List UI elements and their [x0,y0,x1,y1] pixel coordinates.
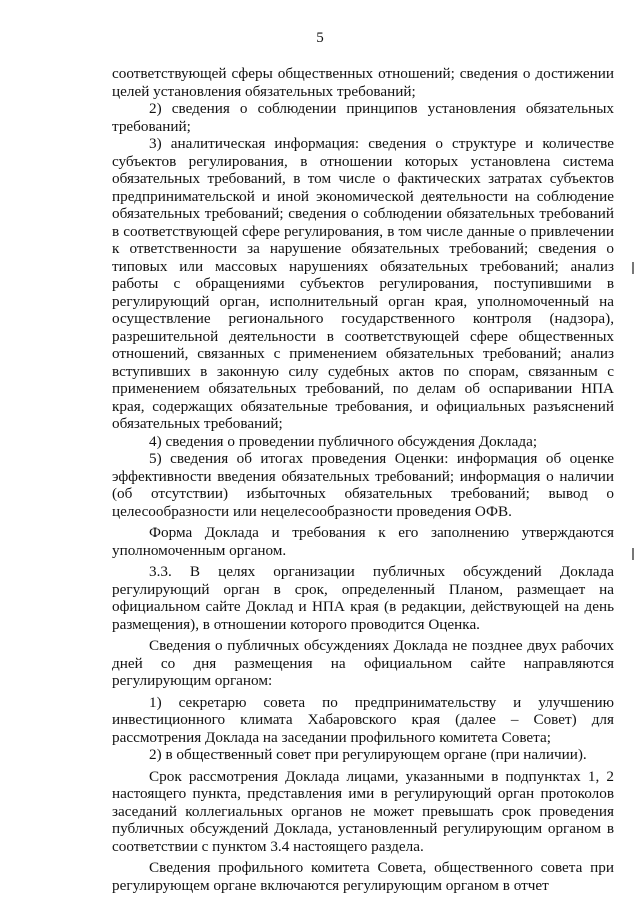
paragraph: 4) сведения о проведении публичного обсуждения Доклада; [149,432,538,450]
paragraph: 1) секретарю совета по предпринимательству и улучшению инвестиционного климата Хабаровского края (далее – Совет) для рассмотрения Доклада на заседании профильного комитета Совета; [112,693,614,746]
paragraph: Сведения профильного комитета Совета, общественного совета при регулирующем органе включаются регулирующим органом в отчет [112,859,614,894]
paragraph: 3) аналитическая информация: сведения о структуре и количестве субъектов регулирования, в отношении которых установлена система обязательных требований, в том числе о фактических затратах субъектов предпринимательской и иной экономической деятельности на соблюдение обязательных требований; сведения о соблюдении обязательных требований в соответствующей сфере регулирования, в том числе данные о привлечении к ответственности за нарушение обязательных требований; сведения о типовых или массовых нарушениях обязательных требований; анализ работы с обращениями субъектов регулирования, поступившими в регулирующий орган, исполнительный орган края, уполномоченный на осуществление регионального государственного контроля (надзора), разрешительной деятельности в соответствующей сфере общественных отношений, связанных с применением обязательных требований; анализ вступивших в законную силу судебных актов по спорам, связанным с применением обязательных требований, по делам об оспаривании НПА края, содержащих обязательные требования, и официальных разъяснений обязательных требований; [112,135,614,432]
paragraph: Срок рассмотрения Доклада лицами, указанными в подпунктах 1, 2 настоящего пункта, представления ими в регулирующий орган протоколов заседаний коллегиальных органов не может превышать срок проведения публичных обсуждений Доклада, установленный регулирующим органом в соответствии с пунктом 3.4 настоящего раздела. [112,767,614,855]
body-text [112,65,614,894]
paragraph: 5) сведения об итогах проведения Оценки: информация об оценке эффективности введения обязательных требований; информация о наличии (об отсутствии) избыточных обязательных требований; вывод о целесообразности или нецелесообразности проведения ОФВ. [112,450,614,520]
paragraph: 2) сведения о соблюдении принципов установления обязательных требований; [112,100,614,135]
paragraph: Сведения о публичных обсуждениях Доклада не позднее двух рабочих дней со дня размещения на официальном сайте направляются регулирующим органом: [112,637,614,689]
scan-edge-mark [632,548,634,560]
paragraph: Форма Доклада и требования к его заполнению утверждаются уполномоченным органом. [112,524,614,559]
paragraph: соответствующей сферы общественных отношений; сведения о достижении целей установления обязательных требований; [112,65,614,100]
scan-edge-mark [632,262,634,274]
page-number: 5 [316,30,324,46]
paragraph: 3.3. В целях организации публичных обсуждений Доклада регулирующий орган в срок, определенный Планом, размещает на официальном сайте Доклад и НПА края (в редакции, действующей на день размещения), в отношении которого проводится Оценка. [112,563,614,633]
paragraph: 2) в общественный совет при регулирующем органе (при наличии). [149,746,587,763]
